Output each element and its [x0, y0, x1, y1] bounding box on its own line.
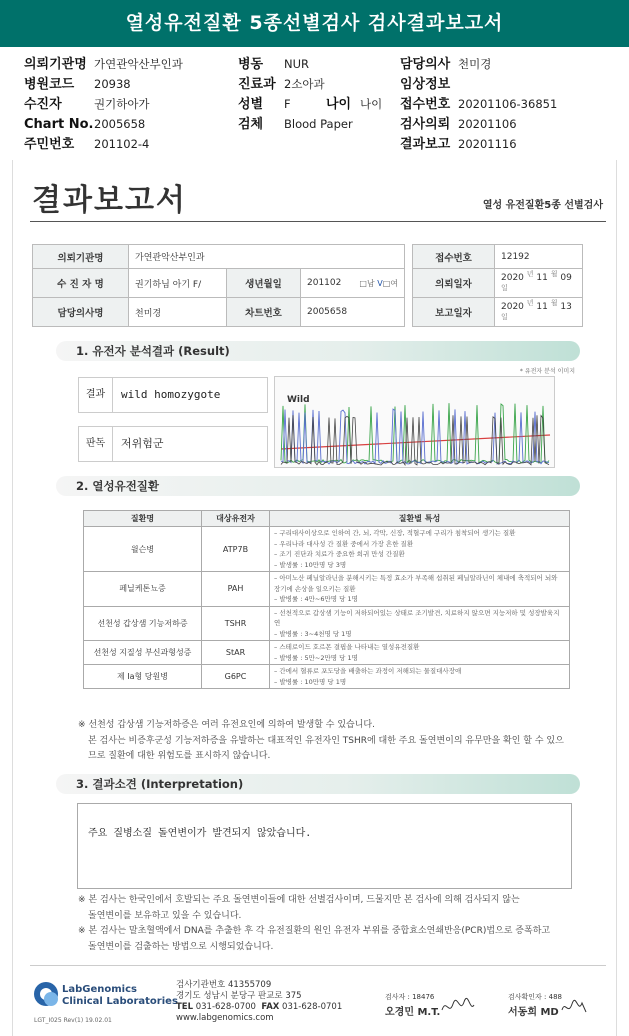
section-disease-heading: 2. 열성유전질환: [56, 476, 580, 496]
disease-feature-line: – 발병률 : 4만~6만명 당 1명: [274, 594, 565, 605]
disease-gene: TSHR: [202, 606, 270, 641]
disease-name: 윌슨병: [84, 527, 202, 572]
addr-line: 경기도 성남시 분당구 판교로 375: [176, 991, 302, 1001]
disease-row: [84, 641, 570, 665]
disease-features: [270, 665, 570, 689]
sex-mark: V: [377, 278, 383, 288]
interpretation-box: [77, 803, 572, 889]
info-label: 의뢰일자: [413, 269, 495, 298]
judge-box: [78, 426, 268, 462]
header-row: [400, 94, 557, 114]
header-value: 권기하아가: [94, 97, 150, 111]
disease-feature-line: – 발병률 : 10만명 당 1명: [274, 677, 565, 688]
note-line: ※ 선천성 갑상샘 기능저하증은 여러 유전요인에 의하여 발생할 수 있습니다.: [78, 720, 375, 730]
lab-name: [62, 984, 178, 1008]
header-key: 검사의뢰: [400, 117, 451, 132]
lab-address: [176, 980, 342, 1024]
info-value: 권기하님 아기 F/: [129, 269, 227, 298]
info-label: 생년월일: [227, 269, 301, 298]
tester-label: 검사자 : 18476: [385, 993, 435, 1001]
disease-table: [83, 510, 570, 689]
disease-gene: G6PC: [202, 665, 270, 689]
info-value: 천미경: [129, 298, 227, 327]
chromatogram-image: [274, 376, 555, 468]
header-row: [24, 54, 183, 74]
header-key: 검체: [238, 117, 264, 132]
info-value-birth: [301, 269, 405, 298]
age-value: 나이: [360, 97, 383, 111]
disease-name: 선천성 갑상샘 기능저하증: [84, 606, 202, 641]
note-line: ※ 본 검사는 한국인에서 호발되는 주요 돌연변이들에 대한 선별검사이며, 드물지만 본 검사에 의해 검사되지 않는: [78, 895, 520, 905]
note-line: 돌연변이를 검출하는 방법으로 시행되었습니다.: [88, 941, 274, 952]
header-row: [238, 74, 382, 94]
header-row: [238, 114, 382, 134]
sex-female-checkbox: □여: [382, 278, 398, 288]
disease-feature-line: – 아미노산 페닐알라닌을 분해시키는 특정 효소가 부족해 섭취된 페닐알라닌이 체내에 축적되어 뇌와 장기에 손상을 일으키는 질환: [274, 573, 565, 594]
header-key: 결과보고: [400, 137, 451, 152]
header-value: 가연관악산부인과: [94, 57, 183, 71]
labgenomics-logo-icon: [34, 982, 58, 1006]
header-value: NUR: [284, 57, 310, 71]
disease-feature-line: – 우리나라 대사성 간 질환 중에서 가장 흔한 질환: [274, 539, 565, 550]
header-key: 수진자: [24, 97, 62, 112]
chromatogram-label: Wild: [287, 395, 310, 405]
header-row: [24, 134, 183, 154]
judge-label: 판독: [79, 427, 113, 461]
disease-feature-line: – 발병률 : 5만~2만명 당 1명: [274, 653, 565, 664]
tester-name: 오경민 M.T.: [385, 1007, 441, 1018]
info-label: 의뢰기관명: [33, 245, 129, 269]
header-value: F: [284, 97, 291, 111]
chromatogram-trace: [275, 377, 554, 467]
disease-feature-line: – 스테로이드 호르몬 결핍을 나타내는 열성유전질환: [274, 642, 565, 653]
section-result-heading: 1. 유전자 분석결과 (Result): [56, 341, 580, 361]
result-value: wild homozygote: [121, 388, 221, 401]
header-row: [24, 74, 183, 94]
reviewer-label: 검사확인자 : 488: [508, 993, 562, 1001]
header-col-3: [400, 54, 557, 154]
disease-feature-line: – 발병률 : 3~4천명 당 1명: [274, 629, 565, 640]
disease-header: 질환명: [84, 511, 202, 527]
header-value: 20201116: [458, 137, 517, 151]
note-tshr: [78, 718, 578, 765]
header-value: 2005658: [94, 117, 146, 131]
info-label: 차트번호: [227, 298, 301, 327]
disease-feature-line: – 발생률 : 10만명 당 3명: [274, 560, 565, 571]
info-label: 담당의사명: [33, 298, 129, 327]
header-row: [238, 54, 382, 74]
result-box: [78, 377, 268, 413]
header-key: 진료과: [238, 77, 276, 92]
header-row: [400, 74, 557, 94]
interpretation-text: 주요 질병소질 돌연변이가 발견되지 않았습니다.: [88, 828, 312, 839]
info-label: 보고일자: [413, 298, 495, 327]
note-line: 므로 질환에 대한 위험도를 표시하지 않습니다.: [88, 751, 271, 761]
note-line: ※ 본 검사는 말초혈액에서 DNA를 추출한 후 각 유전질환의 원인 유전자 부위를 중합효소연쇄반응(PCR)법으로 증폭하고: [78, 926, 551, 936]
header-value: 천미경: [458, 57, 492, 71]
header-key: 임상정보: [400, 77, 451, 92]
patient-info-table: [32, 244, 583, 327]
disease-feature-line: – 간에서 혈류로 포도당을 배출하는 과정이 저해되는 물질대사장애: [274, 666, 565, 677]
note-line: 돌연변이를 보유하고 있을 수 있습니다.: [88, 910, 242, 921]
header-col-2: [238, 54, 382, 134]
disease-gene: ATP7B: [202, 527, 270, 572]
baseline-red-line: [281, 435, 550, 449]
header-row: [24, 94, 183, 114]
disease-name: 페닐케톤뇨증: [84, 572, 202, 607]
disease-features: [270, 606, 570, 641]
disease-row: [84, 572, 570, 607]
header-value: 20201106: [458, 117, 517, 131]
disease-feature-line: – 조기 진단과 치료가 중요한 희귀 만성 간질환: [274, 549, 565, 560]
header-key: 접수번호: [400, 97, 451, 112]
chromatogram-note: * 유전자 분석 이미지: [519, 368, 575, 375]
header-row: [400, 54, 557, 74]
footer-rule: [30, 965, 606, 966]
birth-value: 201102: [307, 277, 342, 288]
disease-features: [270, 641, 570, 665]
lab-name-line: LabGenomics: [62, 984, 137, 995]
lab-name-line: Clinical Laboratories: [62, 996, 178, 1007]
info-label: 수 진 자 명: [33, 269, 129, 298]
judge-value: 저위험군: [121, 437, 164, 450]
info-value: 12192: [495, 245, 583, 269]
report-title-bar: 열성유전질환 5종선별검사 검사결과보고서: [0, 0, 629, 47]
disease-header: 대상유전자: [202, 511, 270, 527]
header-row: [24, 114, 183, 134]
disease-header: 질환별 특성: [270, 511, 570, 527]
info-value: 가연관악산부인과: [129, 245, 405, 269]
header-row: [400, 134, 557, 154]
disease-feature-line: – 선천적으로 갑상샘 기능이 저하되어있는 상태로 조기발견, 치료하지 않으면 지능저하 및 성장발육지연: [274, 608, 565, 629]
header-value: Blood Paper: [284, 117, 353, 131]
addr-line: TEL 031-628-0700 FAX 031-628-0701: [176, 1002, 343, 1012]
header-value: 20201106-36851: [458, 97, 558, 111]
info-value-req-date: 2020 $^년$ 11 $^월$ 09 $^일$: [495, 269, 583, 298]
disease-features: [270, 527, 570, 572]
age-label: 나이: [326, 97, 352, 112]
trace-green-line: [281, 403, 549, 463]
disease-row: [84, 665, 570, 689]
disease-gene: PAH: [202, 572, 270, 607]
section-interp-heading: 3. 결과소견 (Interpretation): [56, 774, 580, 794]
disease-row: [84, 606, 570, 641]
disease-name: 제 Ia형 당원병: [84, 665, 202, 689]
form-number: LGT_I025 Rev(1) 19.02.01: [34, 1017, 112, 1024]
header-key: 병원코드: [24, 77, 75, 92]
tester-signature-icon: [440, 996, 476, 1018]
title-rule: [30, 221, 606, 222]
addr-line: www.labgenomics.com: [176, 1013, 274, 1023]
info-value-rep-date: 2020 $^년$ 11 $^월$ 13 $^일$: [495, 298, 583, 327]
disease-feature-line: – 구리대사이상으로 인하여 간, 뇌, 각막, 신장, 적혈구에 구리가 침착되어 생기는 질환: [274, 528, 565, 539]
disease-gene: StAR: [202, 641, 270, 665]
note-method: [78, 893, 578, 955]
header-key: 병동: [238, 57, 264, 72]
info-label: 접수번호: [413, 245, 495, 269]
sex-male-checkbox: □남: [359, 278, 375, 288]
addr-line: 검사기관번호 41355709: [176, 980, 272, 990]
header-value: 201102-4: [94, 137, 150, 151]
reviewer-name: 서동희 MD: [508, 1007, 559, 1018]
report-sub-title: 열성 유전질환5종 선별검사: [482, 200, 603, 211]
disease-row: [84, 527, 570, 572]
header-row: [238, 94, 382, 114]
header-value: 20938: [94, 77, 131, 91]
header-key: Chart No.: [24, 117, 94, 132]
header-key: 담당의사: [400, 57, 451, 72]
header-col-1: [24, 54, 183, 154]
disease-name: 선천성 지질성 부신과형성증: [84, 641, 202, 665]
note-line: 본 검사는 비증후군성 기능저하증을 유발하는 대표적인 유전자인 TSHR에 대한 주요 돌연변이의 유무만을 확인 할 수 있으: [88, 735, 564, 746]
header-key: 의뢰기관명: [24, 57, 87, 72]
header-row: [400, 114, 557, 134]
info-value: 2005658: [301, 298, 405, 327]
disease-features: [270, 572, 570, 607]
header-key: 성별: [238, 97, 264, 112]
result-label: 결과: [79, 378, 113, 412]
header-key: 주민번호: [24, 137, 75, 152]
header-value: 2소아과: [284, 77, 325, 91]
report-big-title: 결과보고서: [32, 183, 187, 218]
reviewer-signature-icon: [560, 998, 588, 1018]
